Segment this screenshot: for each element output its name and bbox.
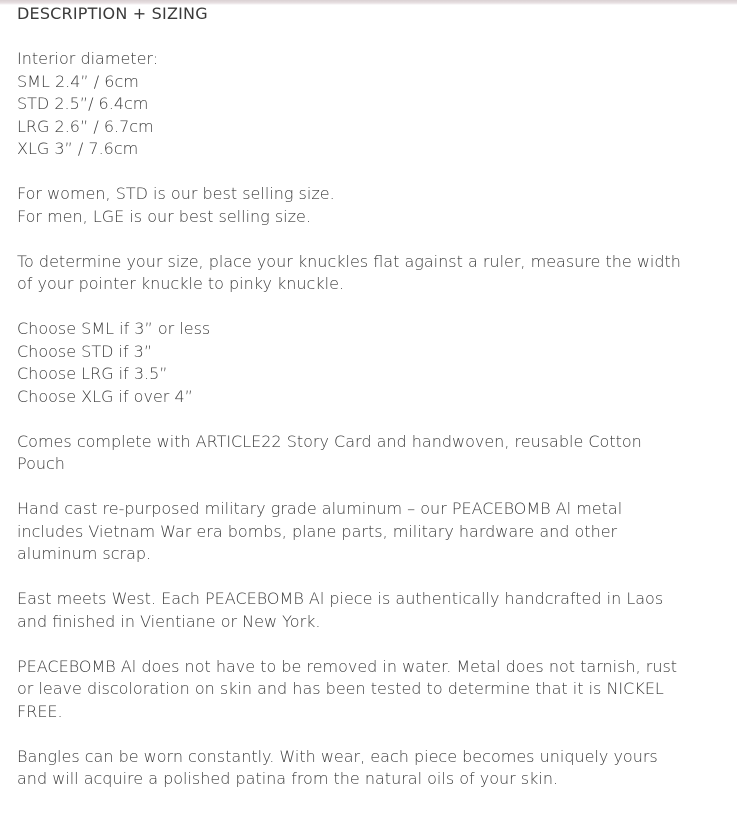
size-sml: SML 2.4” / 6cm [17, 71, 139, 91]
size-choices-block [17, 296, 692, 409]
size-std: STD 2.5”/ 6.4cm [17, 94, 149, 113]
choice-std: Choose STD if 3” [17, 341, 153, 361]
section-heading: DESCRIPTION + SIZING [17, 4, 208, 23]
best-selling-women: For women, STD is our best selling size. [17, 184, 335, 203]
best-selling-men: For men, LGE is our best selling size. [17, 206, 311, 226]
interior-diameter-block [17, 26, 692, 161]
care-description: PEACEBOMB Al does not have to be removed in water. Metal does not tarnish, rust or leave discoloration on skin and has been tested to determine that it is NICKEL FREE. [17, 656, 678, 721]
measure-instructions: To determine your size, place your knuckles flat against a ruler, measure the width of your pointer knuckle to pinky knuckle. [17, 251, 681, 293]
material-description: Hand cast re-purposed military grade aluminum – our PEACEBOMB Al metal includes Vietnam War era bombs, plane parts, military hardware and other aluminum scrap. [17, 499, 623, 563]
choice-sml: Choose SML if 3” or less [17, 319, 211, 338]
best-selling-block [17, 161, 692, 229]
interior-diameter-label: Interior diameter: [17, 49, 159, 68]
choice-xlg: Choose XLG if over 4” [17, 386, 193, 406]
choice-lrg: Choose LRG if 3.5” [17, 364, 168, 383]
package-contents: Comes complete with ARTICLE22 Story Card and handwoven, reusable Cotton Pouch [17, 431, 642, 473]
wear-description: Bangles can be worn constantly. With wear, each piece becomes uniquely yours and will acquire a polished patina from the natural oils of your skin. [17, 746, 658, 788]
size-xlg: XLG 3” / 7.6cm [17, 139, 139, 158]
origin-description: East meets West. Each PEACEBOMB Al piece is authentically handcrafted in Laos and finished in Vientiane or New York. [17, 589, 664, 631]
product-description [17, 3, 692, 791]
size-lrg: LRG 2.6” / 6.7cm [17, 116, 154, 136]
